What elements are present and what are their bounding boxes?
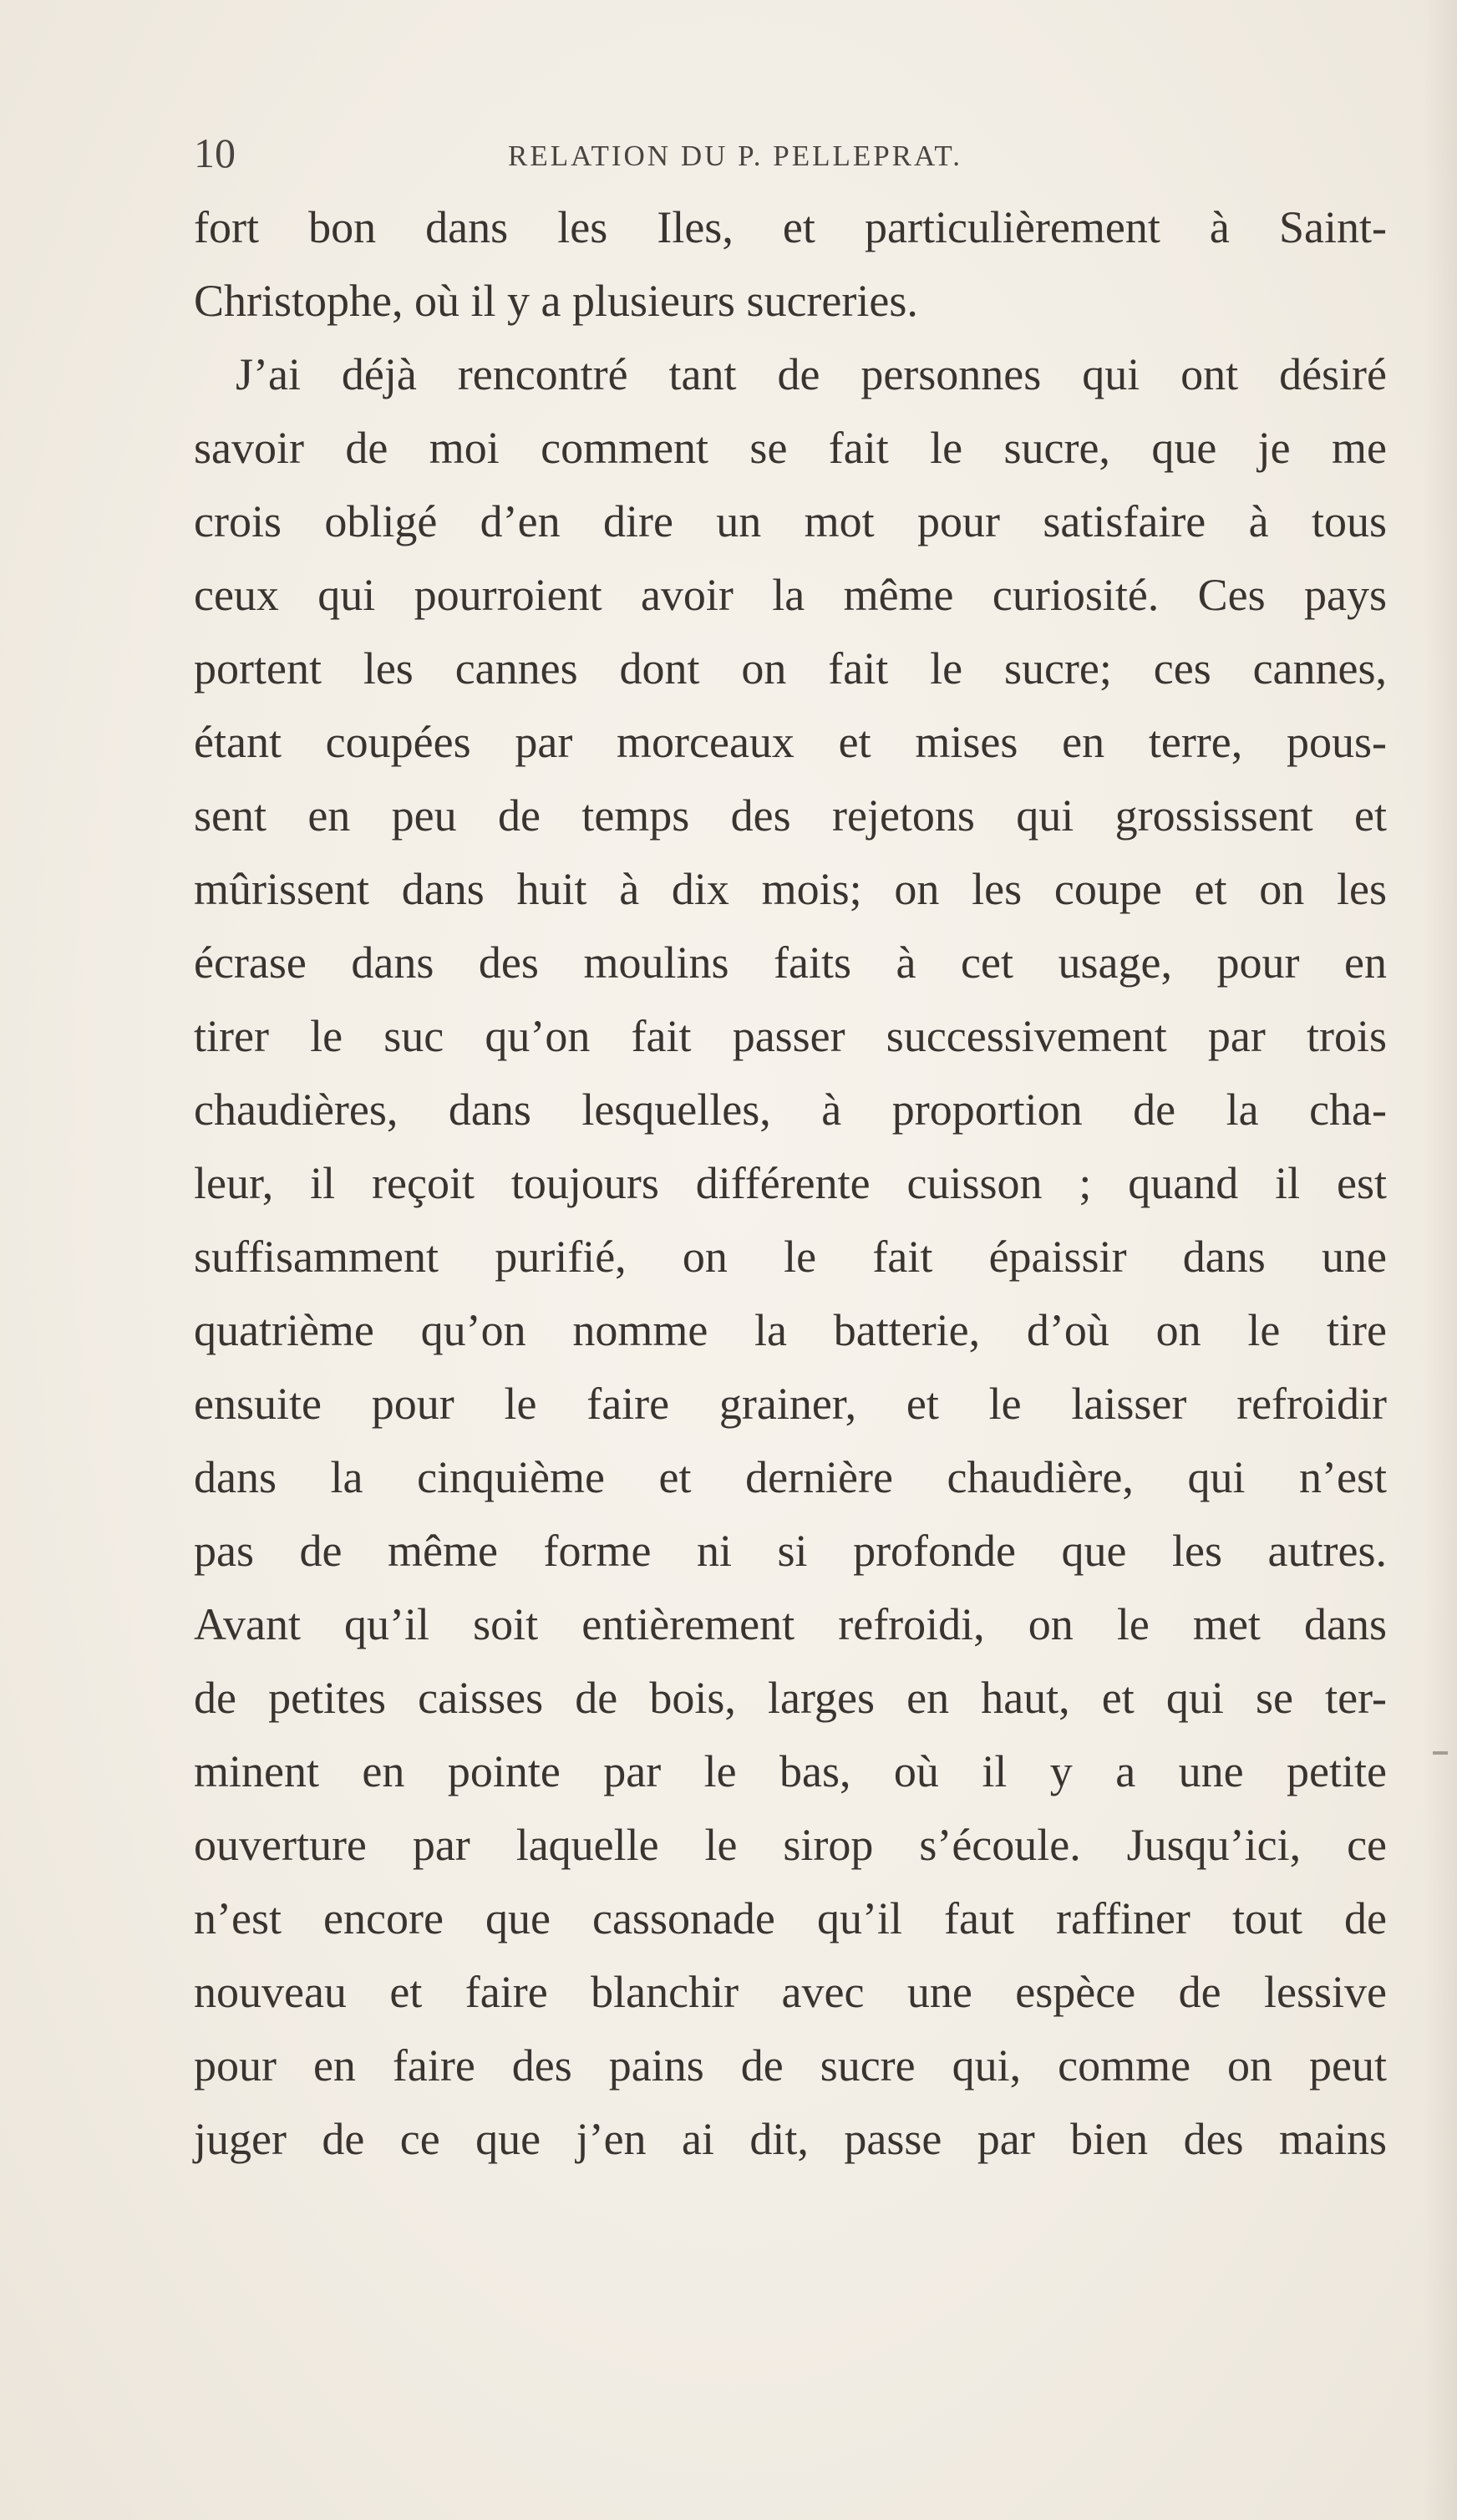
text-line: étant coupées par morceaux et mises en terre, pous- [194, 717, 1387, 767]
text-line: de petites caisses de bois, larges en haut, et qui se ter- [194, 1673, 1387, 1723]
text-line: mûrissent dans huit à dix mois; on les coupe et on les [194, 864, 1387, 914]
text-line: écrase dans des moulins faits à cet usage, pour en [194, 937, 1387, 988]
text-line: nouveau et faire blanchir avec une espèce de lessive [194, 1967, 1387, 2017]
text-line: portent les cannes dont on fait le sucre; ces cannes, [194, 643, 1387, 694]
text-line: crois obligé d’en dire un mot pour satisfaire à tous [194, 496, 1387, 546]
text-line: tirer le suc qu’on fait passer successivement par trois [194, 1011, 1387, 1061]
text-line: ceux qui pourroient avoir la même curiosité. Ces pays [194, 570, 1387, 620]
text-line: Avant qu’il soit entièrement refroidi, on le met dans [194, 1599, 1387, 1649]
text-line: ouverture par laquelle le sirop s’écoule. Jusqu’ici, ce [194, 1820, 1387, 1870]
text-line: chaudières, dans lesquelles, à proportion de la cha- [194, 1085, 1387, 1135]
text-line: sent en peu de temps des rejetons qui grossissent et [194, 790, 1387, 841]
text-line: fort bon dans les Iles, et particulièrement à Saint- [194, 202, 1387, 252]
text-line: pour en faire des pains de sucre qui, comme on peut [194, 2040, 1387, 2091]
page-edge-shadow [1424, 0, 1457, 2520]
text-line: dans la cinquième et dernière chaudière, qui n’est [194, 1452, 1387, 1502]
text-line: J’ai déjà rencontré tant de personnes qui ont désiré [236, 349, 1387, 399]
page-number: 10 [194, 130, 236, 176]
text-line: minent en pointe par le bas, où il y a une petite [194, 1746, 1387, 1796]
text-line: suffisamment purifié, on le fait épaissir dans une [194, 1232, 1387, 1282]
text-line: pas de même forme ni si profonde que les autres. [194, 1526, 1387, 1576]
text-line: savoir de moi comment se fait le sucre, que je me [194, 423, 1387, 473]
text-line: Christophe, où il y a plusieurs sucreries. [194, 276, 918, 326]
text-line: juger de ce que j’en ai dit, passe par bien des mains [194, 2114, 1387, 2164]
margin-mark [1433, 1751, 1448, 1755]
text-line: leur, il reçoit toujours différente cuisson ; quand il est [194, 1158, 1387, 1208]
page-header [194, 124, 1387, 182]
text-line: ensuite pour le faire grainer, et le laisser refroidir [194, 1379, 1387, 1429]
running-head: RELATION DU P. PELLEPRAT. [508, 140, 962, 172]
text-line: n’est encore que cassonade qu’il faut raffiner tout de [194, 1893, 1387, 1943]
body-text [194, 191, 1387, 2176]
text-line: quatrième qu’on nomme la batterie, d’où on le tire [194, 1305, 1387, 1355]
